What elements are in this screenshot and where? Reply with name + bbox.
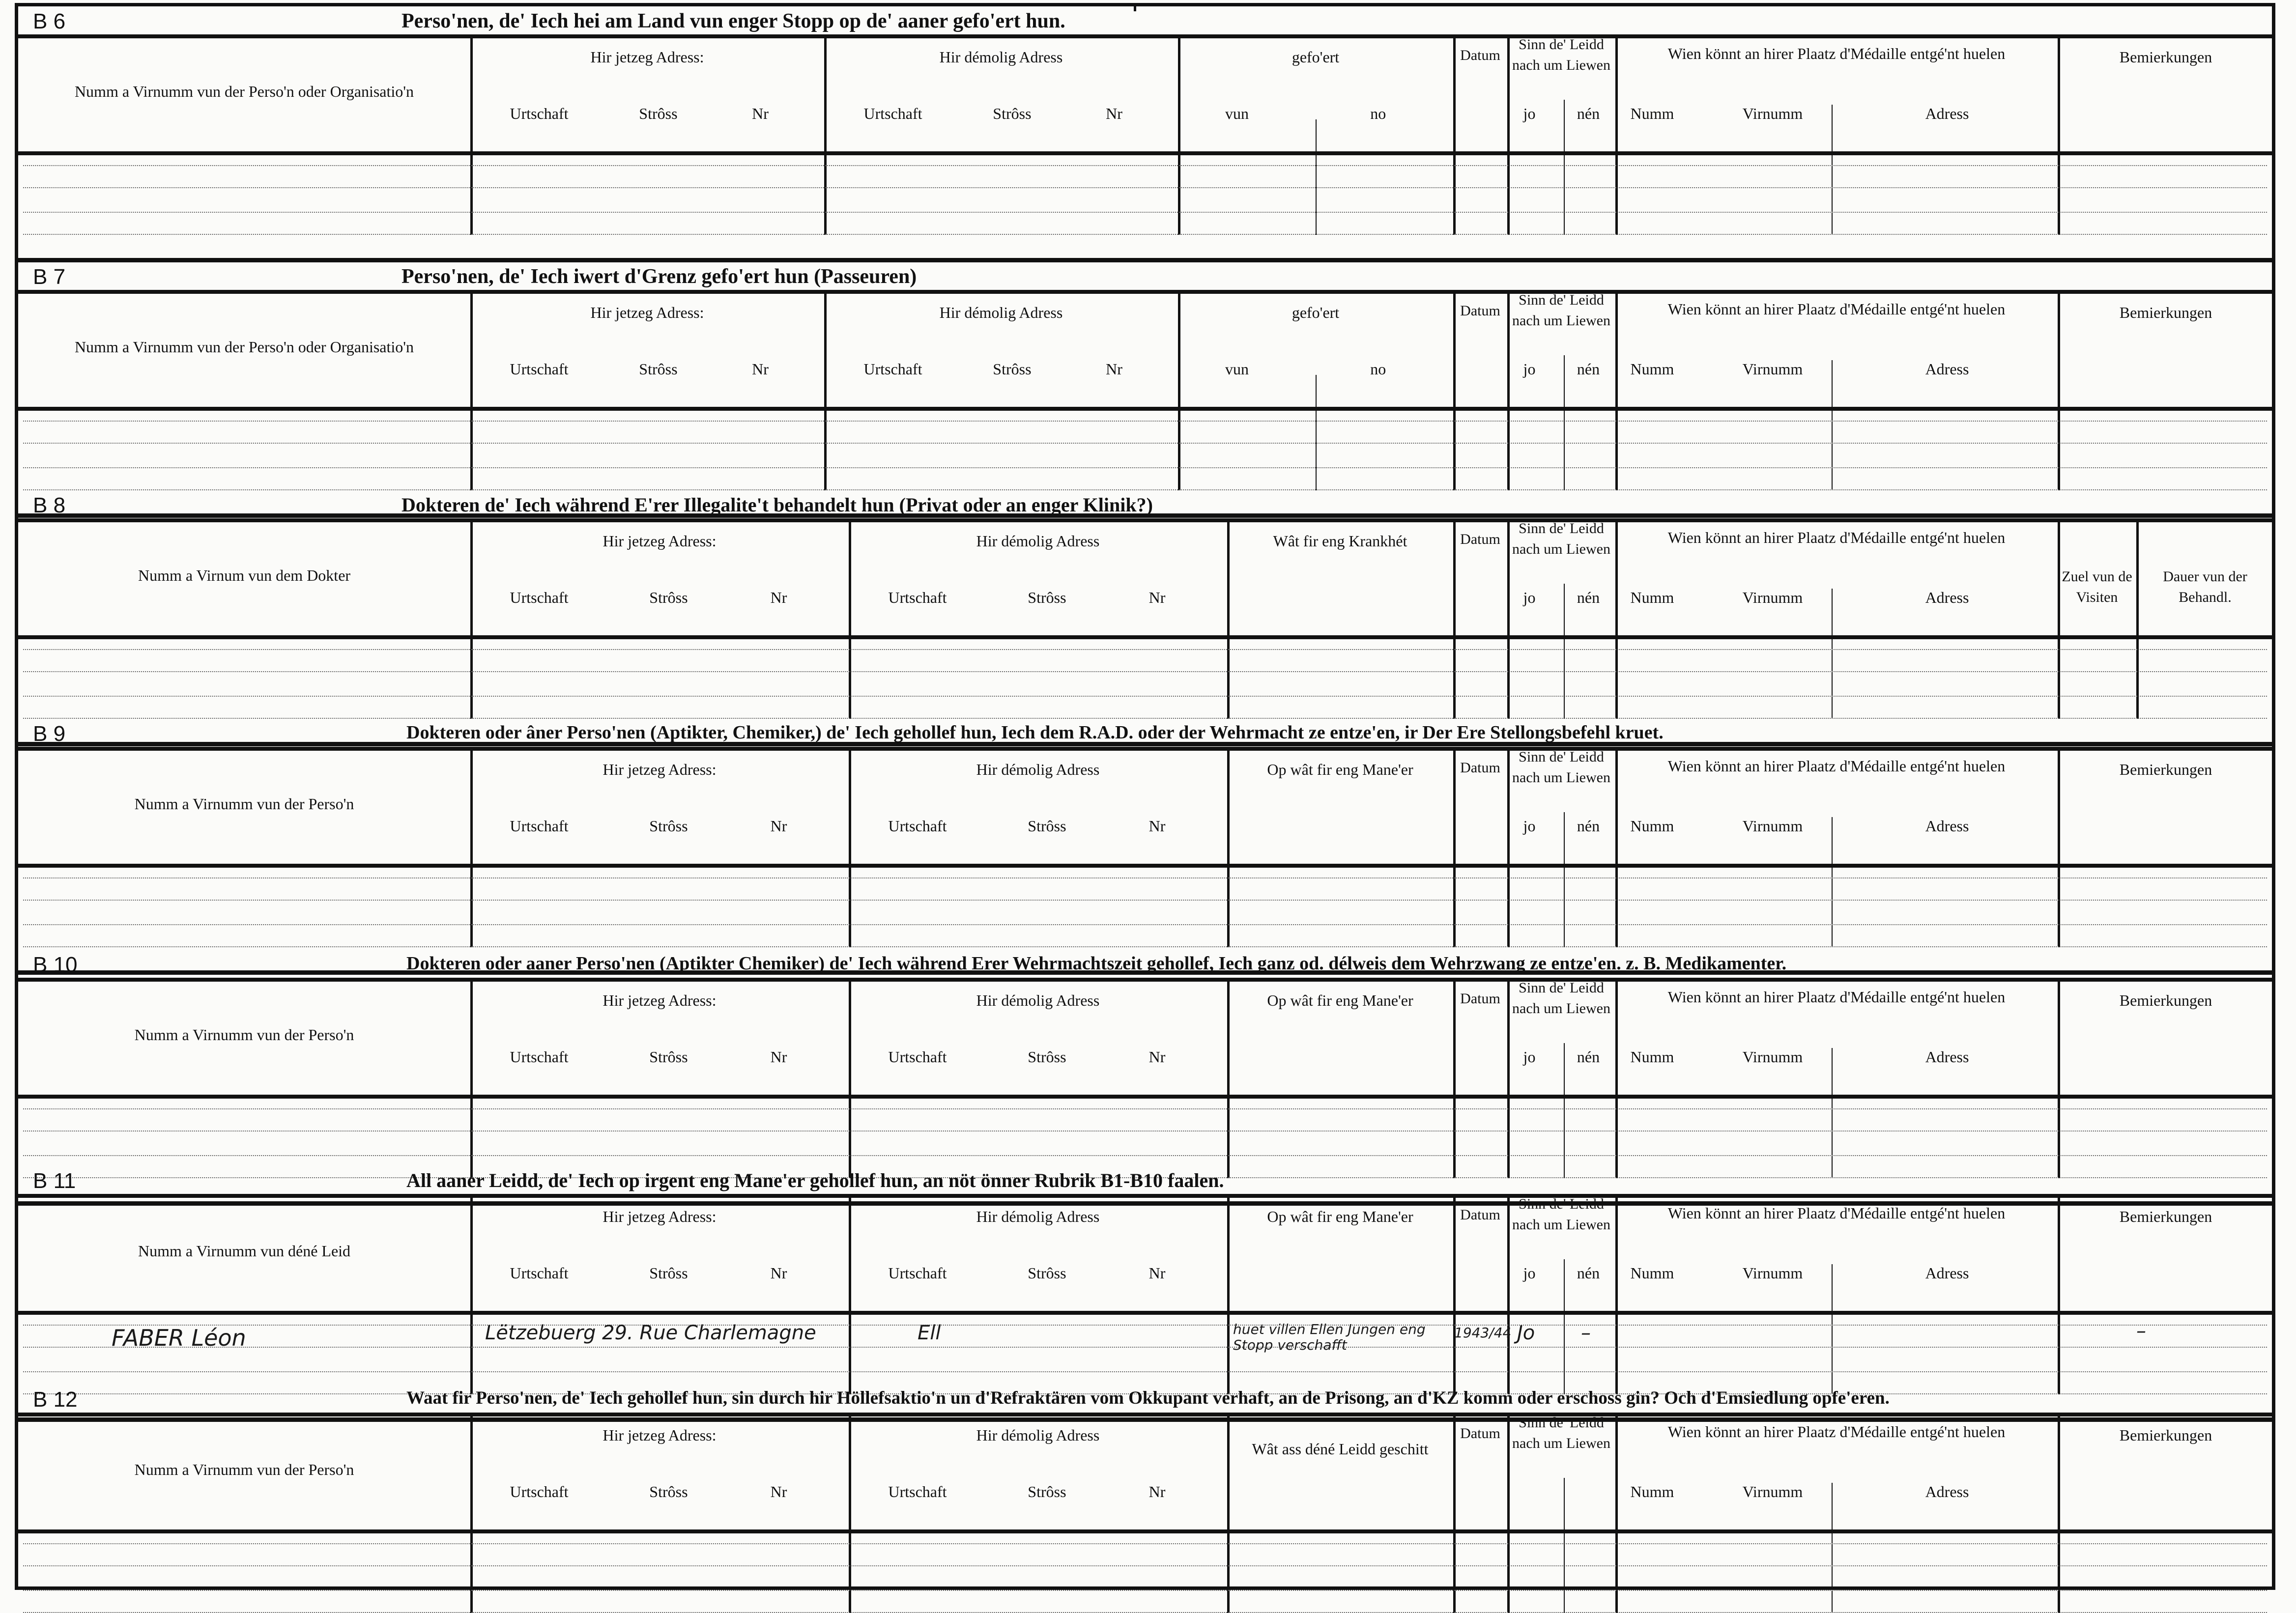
header-separator xyxy=(18,1311,2272,1315)
section-header xyxy=(18,262,2272,294)
town-label: Urtschaft xyxy=(510,1483,569,1500)
column-headers xyxy=(18,1416,2272,1529)
section-b6 xyxy=(18,6,2272,235)
dotted-entry-line xyxy=(23,421,2267,422)
town-label: Urtschaft xyxy=(888,1483,947,1500)
date-label: Datum xyxy=(1460,303,1500,319)
still-alive-label: Sinn de' Leidd nach um Liewen xyxy=(1512,1196,1610,1233)
current-address-label: Hir jetzeg Adress: xyxy=(590,48,704,66)
dotted-entry-line xyxy=(23,1108,2267,1109)
former-address-label: Hir démolig Adress xyxy=(976,761,1100,778)
entry-date[interactable]: 1943/44 xyxy=(1454,1325,1512,1341)
remarks-label: Bemierkungen xyxy=(2119,991,2212,1009)
section-title: Waat fir Perso'nen, de' Iech gehollef hun, sin durch hir Höllefsaktio'n un d'Refraktären vom Okkupant verhaft, an de Prisong, an d'KZ komm oder erschoss gin? Och d'Emsiedlung opfe'eren. xyxy=(406,1388,1890,1408)
no-label: nén xyxy=(1577,1048,1600,1066)
street-label: Strôss xyxy=(649,1264,688,1282)
medal-firstname-label: Virnumm xyxy=(1742,817,1803,835)
street-label: Strôss xyxy=(649,1048,688,1066)
section-title: Dokteren oder aaner Perso'nen (Aptikter Chemiker) de' Iech während Erer Wehrmachtszeit gehollef, Iech ganz od. délweis dem Wehrzwang ze entze'en. z. B. Medikamenter. xyxy=(406,953,1787,974)
town-label: Urtschaft xyxy=(510,1264,569,1282)
entry-area[interactable] xyxy=(18,1315,2272,1393)
entry-area[interactable] xyxy=(18,411,2272,489)
medal-firstname-label: Virnumm xyxy=(1742,1264,1803,1282)
medal-address-label: Adress xyxy=(1925,1483,1969,1500)
dotted-entry-line xyxy=(23,165,2267,166)
name-column-label: Numm a Virnumm vun der Perso'n oder Organisatio'n xyxy=(74,83,414,100)
entry-area[interactable] xyxy=(18,1099,2272,1177)
entry-remarks[interactable]: – xyxy=(2136,1320,2146,1342)
number-label: Nr xyxy=(770,1264,787,1282)
duration-label: Dauer vun der Behandl. xyxy=(2163,568,2247,605)
street-label: Strôss xyxy=(1028,1483,1066,1500)
entry-how-helped[interactable]: huet villen Ellen Jungen eng Stopp verschafft xyxy=(1233,1321,1426,1353)
town-label: Urtschaft xyxy=(888,1048,947,1066)
street-label: Strôss xyxy=(649,589,688,606)
section-header xyxy=(18,719,2272,751)
still-alive-label: Sinn de' Leidd nach um Liewen xyxy=(1512,749,1610,786)
transported-label: gefo'ert xyxy=(1292,48,1340,66)
number-label: Nr xyxy=(1148,1048,1166,1066)
dotted-entry-line xyxy=(23,1371,2267,1372)
header-separator xyxy=(18,635,2272,639)
dotted-entry-line xyxy=(23,187,2267,188)
yes-label: jo xyxy=(1523,1264,1536,1282)
section-header xyxy=(18,1385,2272,1416)
name-column-label: Numm a Virnumm vun der Perso'n xyxy=(134,1026,354,1044)
number-label: Nr xyxy=(1106,105,1122,122)
dotted-entry-line xyxy=(23,924,2267,925)
medal-address-label: Adress xyxy=(1925,589,1969,606)
dotted-entry-line xyxy=(23,900,2267,901)
medal-recipient-label: Wien könnt an hirer Plaatz d'Médaille entgé'nt huelen xyxy=(1667,757,2006,775)
column-headers xyxy=(18,1198,2272,1311)
medal-firstname-label: Virnumm xyxy=(1742,360,1803,378)
street-label: Strôss xyxy=(649,817,688,835)
no-label: nén xyxy=(1577,1264,1600,1282)
manner-label: Op wât fir eng Mane'er xyxy=(1267,761,1413,778)
medal-address-label: Adress xyxy=(1925,1048,1969,1066)
column-headers xyxy=(18,982,2272,1095)
from-label: vun xyxy=(1225,360,1249,378)
number-label: Nr xyxy=(1148,589,1166,606)
medal-recipient-label: Wien könnt an hirer Plaatz d'Médaille entgé'nt huelen xyxy=(1667,45,2006,62)
medal-address-label: Adress xyxy=(1925,817,1969,835)
entry-area[interactable] xyxy=(18,155,2272,234)
former-address-label: Hir démolig Adress xyxy=(939,48,1063,66)
entry-area[interactable] xyxy=(18,1533,2272,1612)
number-label: Nr xyxy=(1106,360,1122,378)
resistance-questionnaire-page xyxy=(15,3,2275,1590)
still-alive-label: Sinn de' Leidd nach um Liewen xyxy=(1512,520,1610,557)
section-id: B 12 xyxy=(33,1387,78,1412)
date-label: Datum xyxy=(1460,760,1500,776)
column-headers xyxy=(18,38,2272,151)
street-label: Strôss xyxy=(993,360,1032,378)
medal-name-label: Numm xyxy=(1630,1264,1674,1282)
former-address-label: Hir démolig Adress xyxy=(976,532,1100,550)
dotted-entry-line xyxy=(23,696,2267,697)
current-address-label: Hir jetzeg Adress: xyxy=(603,991,717,1009)
still-alive-label: Sinn de' Leidd nach um Liewen xyxy=(1512,292,1610,329)
current-address-label: Hir jetzeg Adress: xyxy=(603,1208,717,1225)
number-label: Nr xyxy=(1148,1264,1166,1282)
medal-name-label: Numm xyxy=(1630,360,1674,378)
entry-name[interactable]: FABER Léon xyxy=(112,1325,246,1351)
still-alive-label: Sinn de' Leidd nach um Liewen xyxy=(1512,980,1610,1017)
no-label: nén xyxy=(1577,589,1600,606)
street-label: Strôss xyxy=(1028,1264,1066,1282)
former-address-label: Hir démolig Adress xyxy=(976,1426,1100,1444)
dotted-entry-line xyxy=(23,1565,2267,1566)
former-address-label: Hir démolig Adress xyxy=(976,991,1100,1009)
medal-address-label: Adress xyxy=(1925,105,1969,122)
dotted-entry-line xyxy=(23,671,2267,672)
yes-label: jo xyxy=(1523,589,1536,606)
yes-label: jo xyxy=(1523,105,1536,122)
medal-name-label: Numm xyxy=(1630,1048,1674,1066)
date-label: Datum xyxy=(1460,1425,1500,1442)
medal-name-label: Numm xyxy=(1630,589,1674,606)
number-label: Nr xyxy=(770,589,787,606)
entry-former-address[interactable]: Ell xyxy=(918,1322,941,1344)
section-id: B 9 xyxy=(33,722,66,746)
town-label: Urtschaft xyxy=(863,360,922,378)
section-b12 xyxy=(18,1385,2272,1613)
section-b10 xyxy=(18,950,2272,1178)
number-label: Nr xyxy=(770,1048,787,1066)
town-label: Urtschaft xyxy=(863,105,922,122)
medal-name-label: Numm xyxy=(1630,817,1674,835)
dotted-entry-line xyxy=(23,1590,2267,1591)
visits-label: Zuel vun de Visiten xyxy=(2062,568,2132,605)
section-title: Dokteren oder âner Perso'nen (Aptikter, Chemiker,) de' Iech gehollef hun, Iech dem R.A.D. oder der Wehrmacht ze entze'en, ir Der Ere Stellongsbefehl kruet. xyxy=(406,722,1664,743)
town-label: Urtschaft xyxy=(510,817,569,835)
entry-alive-yes[interactable]: Jo xyxy=(1517,1322,1535,1344)
street-label: Strôss xyxy=(1028,1048,1066,1066)
date-label: Datum xyxy=(1460,990,1500,1007)
entry-current-address[interactable]: Lëtzebuerg 29. Rue Charlemagne xyxy=(485,1322,816,1344)
remarks-label: Bemierkungen xyxy=(2119,304,2212,321)
street-label: Strôss xyxy=(649,1483,688,1500)
medal-name-label: Numm xyxy=(1630,1483,1674,1500)
remarks-label: Bemierkungen xyxy=(2119,761,2212,778)
number-label: Nr xyxy=(770,1483,787,1500)
dotted-entry-line xyxy=(23,1155,2267,1156)
medal-address-label: Adress xyxy=(1925,360,1969,378)
section-id: B 7 xyxy=(33,265,66,289)
medal-recipient-label: Wien könnt an hirer Plaatz d'Médaille entgé'nt huelen xyxy=(1667,988,2006,1006)
current-address-label: Hir jetzeg Adress: xyxy=(603,1426,717,1444)
section-id: B 6 xyxy=(33,9,66,33)
manner-label: Op wât fir eng Mane'er xyxy=(1267,991,1413,1009)
dotted-entry-line xyxy=(23,1131,2267,1132)
dotted-entry-line xyxy=(23,467,2267,468)
medal-firstname-label: Virnumm xyxy=(1742,1048,1803,1066)
dotted-entry-line xyxy=(23,649,2267,650)
dotted-entry-line xyxy=(23,1325,2267,1326)
from-label: vun xyxy=(1225,105,1249,122)
header-separator xyxy=(18,864,2272,868)
dotted-entry-line xyxy=(23,877,2267,878)
entry-area[interactable] xyxy=(18,639,2272,718)
medal-firstname-label: Virnumm xyxy=(1742,105,1803,122)
street-label: Strôss xyxy=(1028,817,1066,835)
section-header xyxy=(18,6,2272,38)
remarks-label: Bemierkungen xyxy=(2119,1208,2212,1225)
entry-alive-no[interactable]: – xyxy=(1581,1322,1591,1344)
current-address-label: Hir jetzeg Adress: xyxy=(603,761,717,778)
section-header xyxy=(18,490,2272,522)
name-column-label: Numm a Virnumm vun der Perso'n xyxy=(134,795,354,813)
no-label: nén xyxy=(1577,105,1600,122)
name-column-label: Numm a Virnumm vun der Perso'n oder Organisatio'n xyxy=(74,338,414,356)
name-column-label: Numm a Virnum vun dem Dokter xyxy=(138,566,351,584)
number-label: Nr xyxy=(752,360,769,378)
dotted-entry-line xyxy=(23,212,2267,213)
header-separator xyxy=(18,151,2272,155)
no-label: nén xyxy=(1577,360,1600,378)
column-headers xyxy=(18,294,2272,407)
number-label: Nr xyxy=(1148,817,1166,835)
number-label: Nr xyxy=(752,105,769,122)
section-id: B 11 xyxy=(33,1169,76,1193)
transported-label: gefo'ert xyxy=(1292,304,1340,321)
section-b8 xyxy=(18,490,2272,719)
entry-area[interactable] xyxy=(18,868,2272,946)
town-label: Urtschaft xyxy=(888,589,947,606)
remarks-label: Bemierkungen xyxy=(2119,48,2212,66)
medal-recipient-label: Wien könnt an hirer Plaatz d'Médaille entgé'nt huelen xyxy=(1667,300,2006,318)
dotted-entry-line xyxy=(23,1347,2267,1348)
section-header xyxy=(18,950,2272,982)
section-b9 xyxy=(18,719,2272,947)
medal-firstname-label: Virnumm xyxy=(1742,589,1803,606)
what-happened-label: Wât ass déné Leidd geschitt xyxy=(1252,1440,1429,1458)
street-label: Strôss xyxy=(639,360,678,378)
manner-label: Op wât fir eng Mane'er xyxy=(1267,1208,1413,1225)
section-id: B 10 xyxy=(33,953,78,977)
date-label: Datum xyxy=(1460,47,1500,63)
still-alive-label: Sinn de' Leidd nach um Liewen xyxy=(1512,36,1610,73)
town-label: Urtschaft xyxy=(888,817,947,835)
still-alive-label: Sinn de' Leidd nach um Liewen xyxy=(1512,1415,1610,1451)
dotted-entry-line xyxy=(23,234,2267,235)
column-headers xyxy=(18,522,2272,635)
to-label: no xyxy=(1370,105,1386,122)
remarks-label: Bemierkungen xyxy=(2119,1426,2212,1444)
medal-recipient-label: Wien könnt an hirer Plaatz d'Médaille entgé'nt huelen xyxy=(1667,529,2006,546)
no-label: nén xyxy=(1577,817,1600,835)
section-title: Perso'nen, de' Iech iwert d'Grenz gefo'ert hun (Passeuren) xyxy=(402,265,917,288)
column-headers xyxy=(18,751,2272,864)
section-id: B 8 xyxy=(33,493,66,517)
town-label: Urtschaft xyxy=(510,589,569,606)
section-title: Perso'nen, de' Iech hei am Land vun enger Stopp op de' aaner gefo'ert hun. xyxy=(402,10,1065,32)
name-column-label: Numm a Virnumm vun der Perso'n xyxy=(134,1461,354,1478)
section-b11 xyxy=(18,1166,2272,1394)
medal-address-label: Adress xyxy=(1925,1264,1969,1282)
street-label: Strôss xyxy=(1028,589,1066,606)
number-label: Nr xyxy=(1148,1483,1166,1500)
to-label: no xyxy=(1370,360,1386,378)
current-address-label: Hir jetzeg Adress: xyxy=(590,304,704,321)
section-b7 xyxy=(18,262,2272,490)
yes-label: jo xyxy=(1523,817,1536,835)
header-separator xyxy=(18,407,2272,411)
medal-name-label: Numm xyxy=(1630,105,1674,122)
former-address-label: Hir démolig Adress xyxy=(939,304,1063,321)
illness-label: Wât fir eng Krankhét xyxy=(1273,532,1407,550)
section-title: Dokteren de' Iech während E'rer Illegalite't behandelt hun (Privat oder an enger Klinik?) xyxy=(402,494,1153,516)
header-separator xyxy=(18,1095,2272,1099)
date-label: Datum xyxy=(1460,531,1500,547)
section-title: All aaner Leidd, de' Iech op irgent eng Mane'er gehollef hun, an nöt önner Rubrik B1-B10 faalen. xyxy=(406,1169,1224,1191)
section-header xyxy=(18,1166,2272,1198)
medal-firstname-label: Virnumm xyxy=(1742,1483,1803,1500)
medal-recipient-label: Wien könnt an hirer Plaatz d'Médaille entgé'nt huelen xyxy=(1667,1423,2006,1441)
former-address-label: Hir démolig Adress xyxy=(976,1208,1100,1225)
town-label: Urtschaft xyxy=(510,105,569,122)
dotted-entry-line xyxy=(23,443,2267,444)
medal-recipient-label: Wien könnt an hirer Plaatz d'Médaille entgé'nt huelen xyxy=(1667,1204,2006,1222)
current-address-label: Hir jetzeg Adress: xyxy=(603,532,717,550)
town-label: Urtschaft xyxy=(510,360,569,378)
town-label: Urtschaft xyxy=(510,1048,569,1066)
yes-label: jo xyxy=(1523,1048,1536,1066)
town-label: Urtschaft xyxy=(888,1264,947,1282)
yes-label: jo xyxy=(1523,360,1536,378)
street-label: Strôss xyxy=(993,105,1032,122)
header-separator xyxy=(18,1529,2272,1533)
number-label: Nr xyxy=(770,817,787,835)
name-column-label: Numm a Virnumm vun déné Leid xyxy=(138,1242,351,1260)
dotted-entry-line xyxy=(23,1543,2267,1544)
dotted-entry-line xyxy=(23,946,2267,947)
street-label: Strôss xyxy=(639,105,678,122)
date-label: Datum xyxy=(1460,1207,1500,1223)
